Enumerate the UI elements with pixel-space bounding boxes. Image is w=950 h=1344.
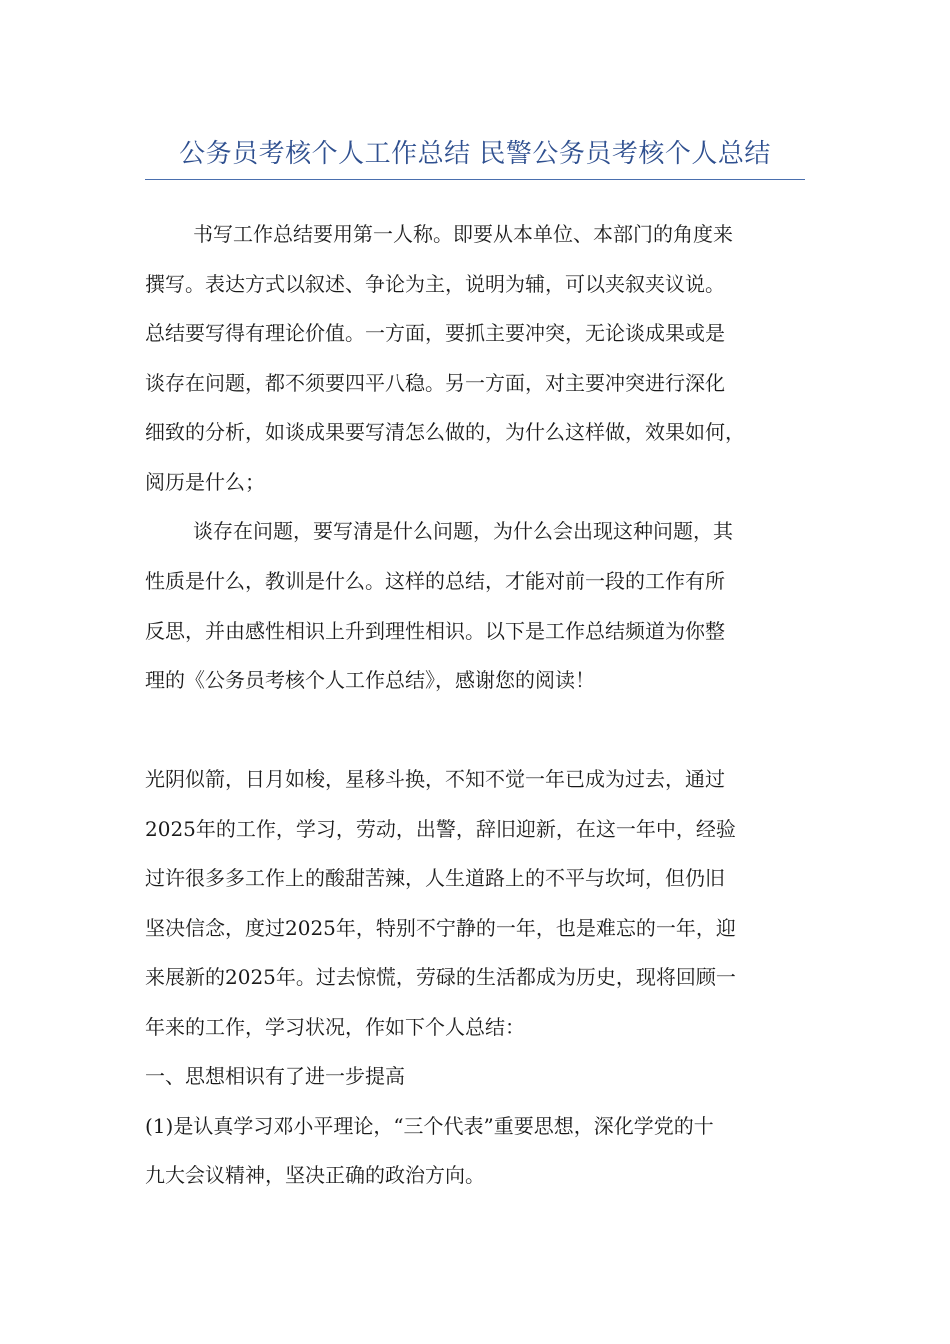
body-p3-line-2: 2025年的工作，学习，劳动，出警，辞旧迎新，在这一年中，经验: [145, 817, 736, 841]
body-p3-line-4: 坚决信念，度过2025年，特别不宁静的一年，也是难忘的一年，迎: [145, 916, 736, 940]
intro-p1-line-2: 撰写。表达方式以叙述、争论为主，说明为辅，可以夹叙夹议说。: [145, 272, 725, 296]
item-1-line-1: (1)是认真学习邓小平理论，“三个代表”重要思想，深化学党的十: [145, 1114, 714, 1138]
intro-p2-line-1: 谈存在问题，要写清是什么问题，为什么会出现这种问题，其: [193, 519, 733, 543]
intro-p1-line-3: 总结要写得有理论价值。一方面，要抓主要冲突，无论谈成果或是: [145, 321, 725, 345]
document-title: 公务员考核个人工作总结 民警公务员考核个人总结: [179, 139, 771, 169]
intro-p2-line-3: 反思，并由感性相识上升到理性相识。以下是工作总结频道为你整: [145, 619, 725, 643]
body-p3-line-5: 来展新的2025年。过去惊慌，劳碌的生活都成为历史，现将回顾一: [145, 965, 736, 989]
intro-p1-line-4: 谈存在问题，都不须要四平八稳。另一方面，对主要冲突进行深化: [145, 371, 725, 395]
body-p3-line-3: 过许很多多工作上的酸甜苦辣，人生道路上的不平与坎坷，但仍旧: [145, 866, 725, 890]
intro-p2-line-4: 理的《公务员考核个人工作总结》，感谢您的阅读！: [145, 668, 595, 692]
intro-p1-line-6: 阅历是什么；: [145, 470, 265, 494]
section-heading-1: 一、思想相识有了进一步提高: [145, 1064, 405, 1088]
intro-p1-line-5: 细致的分析，如谈成果要写清怎么做的，为什么这样做，效果如何，: [145, 420, 745, 444]
title-underline: [145, 179, 805, 180]
item-1-line-2: 九大会议精神，坚决正确的政治方向。: [145, 1163, 485, 1187]
body-p3-line-1: 光阴似箭，日月如梭，星移斗换，不知不觉一年已成为过去，通过: [145, 767, 725, 791]
intro-p2-line-2: 性质是什么，教训是什么。这样的总结，才能对前一段的工作有所: [145, 569, 725, 593]
intro-p1-line-1: 书写工作总结要用第一人称。即要从本单位、本部门的角度来: [193, 222, 733, 246]
body-p3-line-6: 年来的工作，学习状况，作如下个人总结：: [145, 1015, 525, 1039]
